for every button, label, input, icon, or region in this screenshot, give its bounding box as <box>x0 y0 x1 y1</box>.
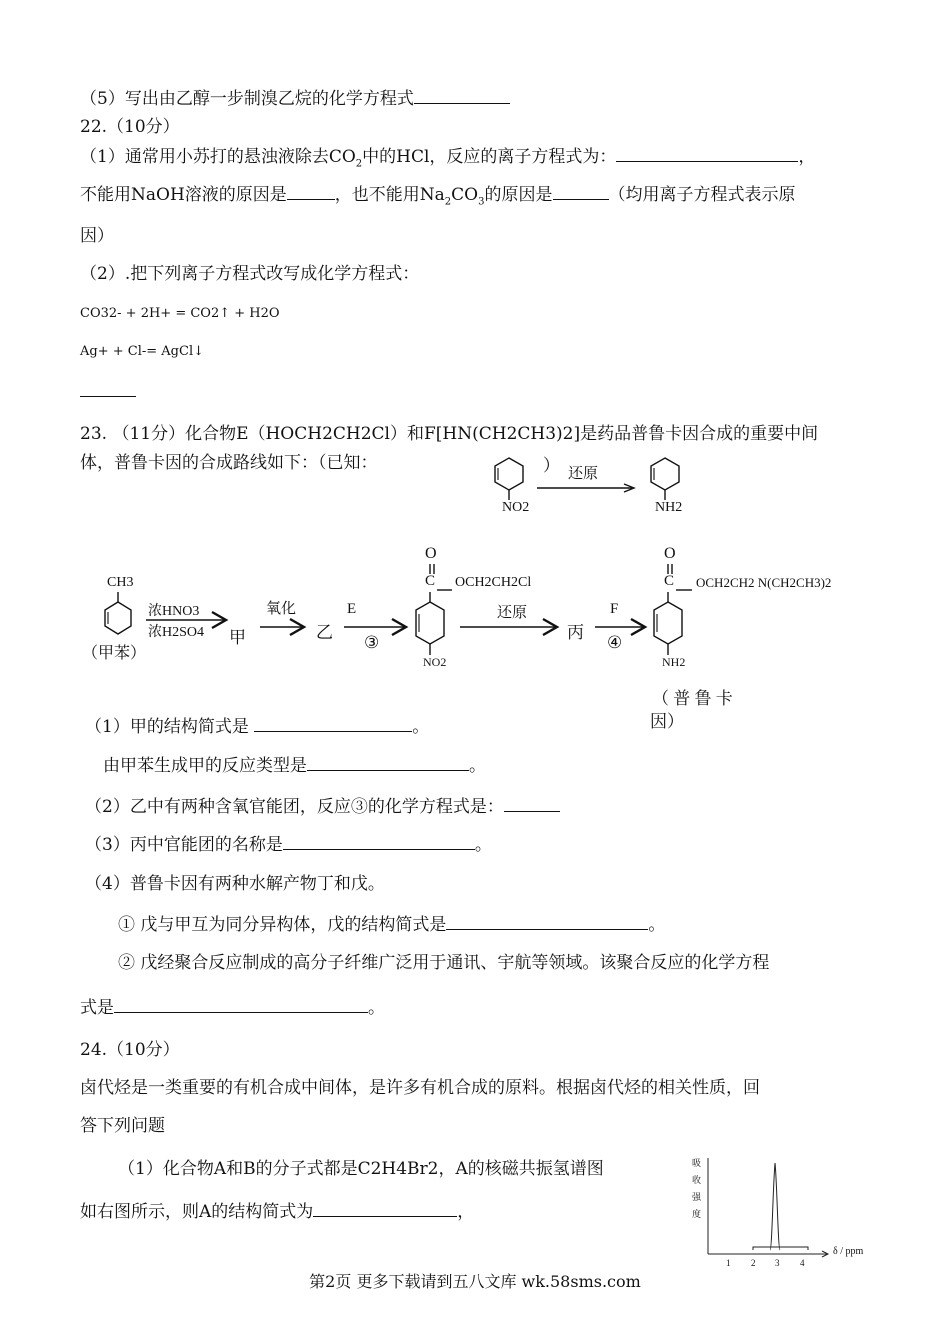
q23-sub4: （4）普鲁卡因有两种水解产物丁和戊。 <box>85 874 385 894</box>
ester1-C: C <box>425 573 436 589</box>
q24-line2: 答下列问题 <box>80 1116 165 1136</box>
ester2-C: C <box>664 573 675 589</box>
q22-p2a: 不能用NaOH溶液的原因是 <box>80 185 287 205</box>
nmr-ylabel-3: 度 <box>692 1209 702 1219</box>
q24-header: 24.（10分） <box>80 1040 180 1060</box>
ester1-group: OCH2CH2Cl <box>455 575 532 590</box>
q22-line2: 不能用NaOH溶液的原因是 ，也不能用$Na_2CO_3$的原因是 （均用离子方程式表示原 <box>80 185 796 208</box>
q22-p1a: （1）通常用小苏打的悬浊液除去CO <box>80 147 356 167</box>
ester1-O: O <box>425 545 437 562</box>
q22-p1b: 中的HCl，反应的离子方程式为： <box>362 147 617 167</box>
reagent-hno3: 浓HNO3 <box>148 604 200 619</box>
page-footer: 第2页 更多下载请到五八文库 wk.58sms.com <box>309 1272 641 1291</box>
known-no2: NO2 <box>502 500 530 515</box>
nmr-tick-2: 2 <box>751 1258 756 1268</box>
ester2-nh2: NH2 <box>662 655 686 669</box>
q24-line3: （1）化合物A和B的分子式都是C2H4Br2，A的核磁共振氢谱图 <box>118 1159 604 1179</box>
known-nh2: NH2 <box>655 500 683 515</box>
q24-line4-text: 如右图所示，则A的结构简式为 <box>80 1202 314 1222</box>
q22-eq1: CO32- + 2H+ = CO2↑ + H2O <box>80 306 280 321</box>
q22-line1: （1）通常用小苏打的悬浊液除去$CO_2$中的HCl，反应的离子方程式为： ， <box>80 147 816 170</box>
procaine-label-a: （ 普 鲁 卡 <box>652 689 733 708</box>
nmr-ylabel-0: 吸 <box>692 1158 702 1168</box>
q23-line2: 体，普鲁卡因的合成路线如下：（已知： <box>80 453 378 473</box>
q22-p2c: CO <box>451 185 479 205</box>
procaine-label-b: 因） <box>650 712 684 731</box>
q23-sub4c-text: 式是 <box>80 998 114 1018</box>
reduce-label: 还原 <box>497 605 528 621</box>
period: 。 <box>474 835 492 855</box>
nmr-peak <box>770 1163 780 1250</box>
q22-p2e: （均用离子方程式表示原 <box>608 185 796 205</box>
q23-sub4b: ② 戊经聚合反应制成的高分子纤维广泛用于通讯、宇航等领域。该聚合反应的化学方程 <box>118 953 770 973</box>
q22-p2d: 的原因是 <box>484 185 553 205</box>
step4-label: ④ <box>607 633 623 652</box>
toluene-ch3: CH3 <box>107 575 134 590</box>
nmr-ylabel-1: 收 <box>692 1175 702 1185</box>
known-reduce-label: 还原 <box>568 466 599 482</box>
q22-header: 22.（10分） <box>80 117 180 137</box>
nmr-xlabel: δ / ppm <box>833 1246 864 1257</box>
q23-line1: 23. （11分）化合物E（HOCH2CH2Cl）和F[HN(CH2CH3)2]是药品普鲁卡因合成的重要中间 <box>80 424 819 444</box>
toluene-label: （甲苯） <box>82 645 147 662</box>
q23-sub3-text: （3）丙中官能团的名称是 <box>85 835 283 855</box>
comma: ， <box>457 1202 475 1222</box>
ester2-group: OCH2CH2 N(CH2CH3)2 <box>696 575 832 590</box>
nmr-tick-3: 3 <box>775 1258 780 1268</box>
nmr-tick-1: 1 <box>726 1258 731 1268</box>
step3-label: ③ <box>364 633 380 652</box>
period: 。 <box>368 998 385 1018</box>
ester2-O: O <box>664 545 676 562</box>
q23-sub4a-text: ① 戊与甲互为同分异构体，戊的结构简式是 <box>118 915 447 935</box>
reagent-h2so4: 浓H2SO4 <box>148 625 205 640</box>
q22-line4: （2）.把下列离子方程式改写成化学方程式： <box>80 264 420 284</box>
period: 。 <box>648 915 666 935</box>
q23-sub2-text: （2）乙中有两种含氧官能团，反应③的化学方程式是： <box>85 797 504 817</box>
q23-sub1b-text: 由甲苯生成甲的反应类型是 <box>103 756 307 776</box>
reagent-F: F <box>610 601 619 617</box>
period: 。 <box>469 756 486 776</box>
period: 。 <box>412 717 430 737</box>
reagent-E: E <box>347 601 357 617</box>
known-close: ） <box>543 456 560 475</box>
compound-bing: 丙 <box>567 623 584 642</box>
compound-jia: 甲 <box>229 628 246 647</box>
q23-sub1-text: （1）甲的结构简式是 <box>85 717 249 737</box>
compound-yi: 乙 <box>316 623 333 642</box>
oxidize-label: 氧化 <box>266 601 297 617</box>
nmr-ylabel-2: 强 <box>692 1192 702 1202</box>
q22-line3: 因） <box>80 226 114 246</box>
q21-5-text: （5）写出由乙醇一步制溴乙烷的化学方程式 <box>80 89 414 109</box>
ester1-no2: NO2 <box>423 655 447 669</box>
q22-p2b: ，也不能用Na <box>334 185 445 205</box>
nmr-tick-4: 4 <box>800 1258 805 1268</box>
q22-eq2: Ag+ + Cl-= AgCl↓ <box>80 344 204 359</box>
q24-line1: 卤代烃是一类重要的有机合成中间体，是许多有机合成的原料。根据卤代烃的相关性质，回 <box>80 1078 760 1098</box>
